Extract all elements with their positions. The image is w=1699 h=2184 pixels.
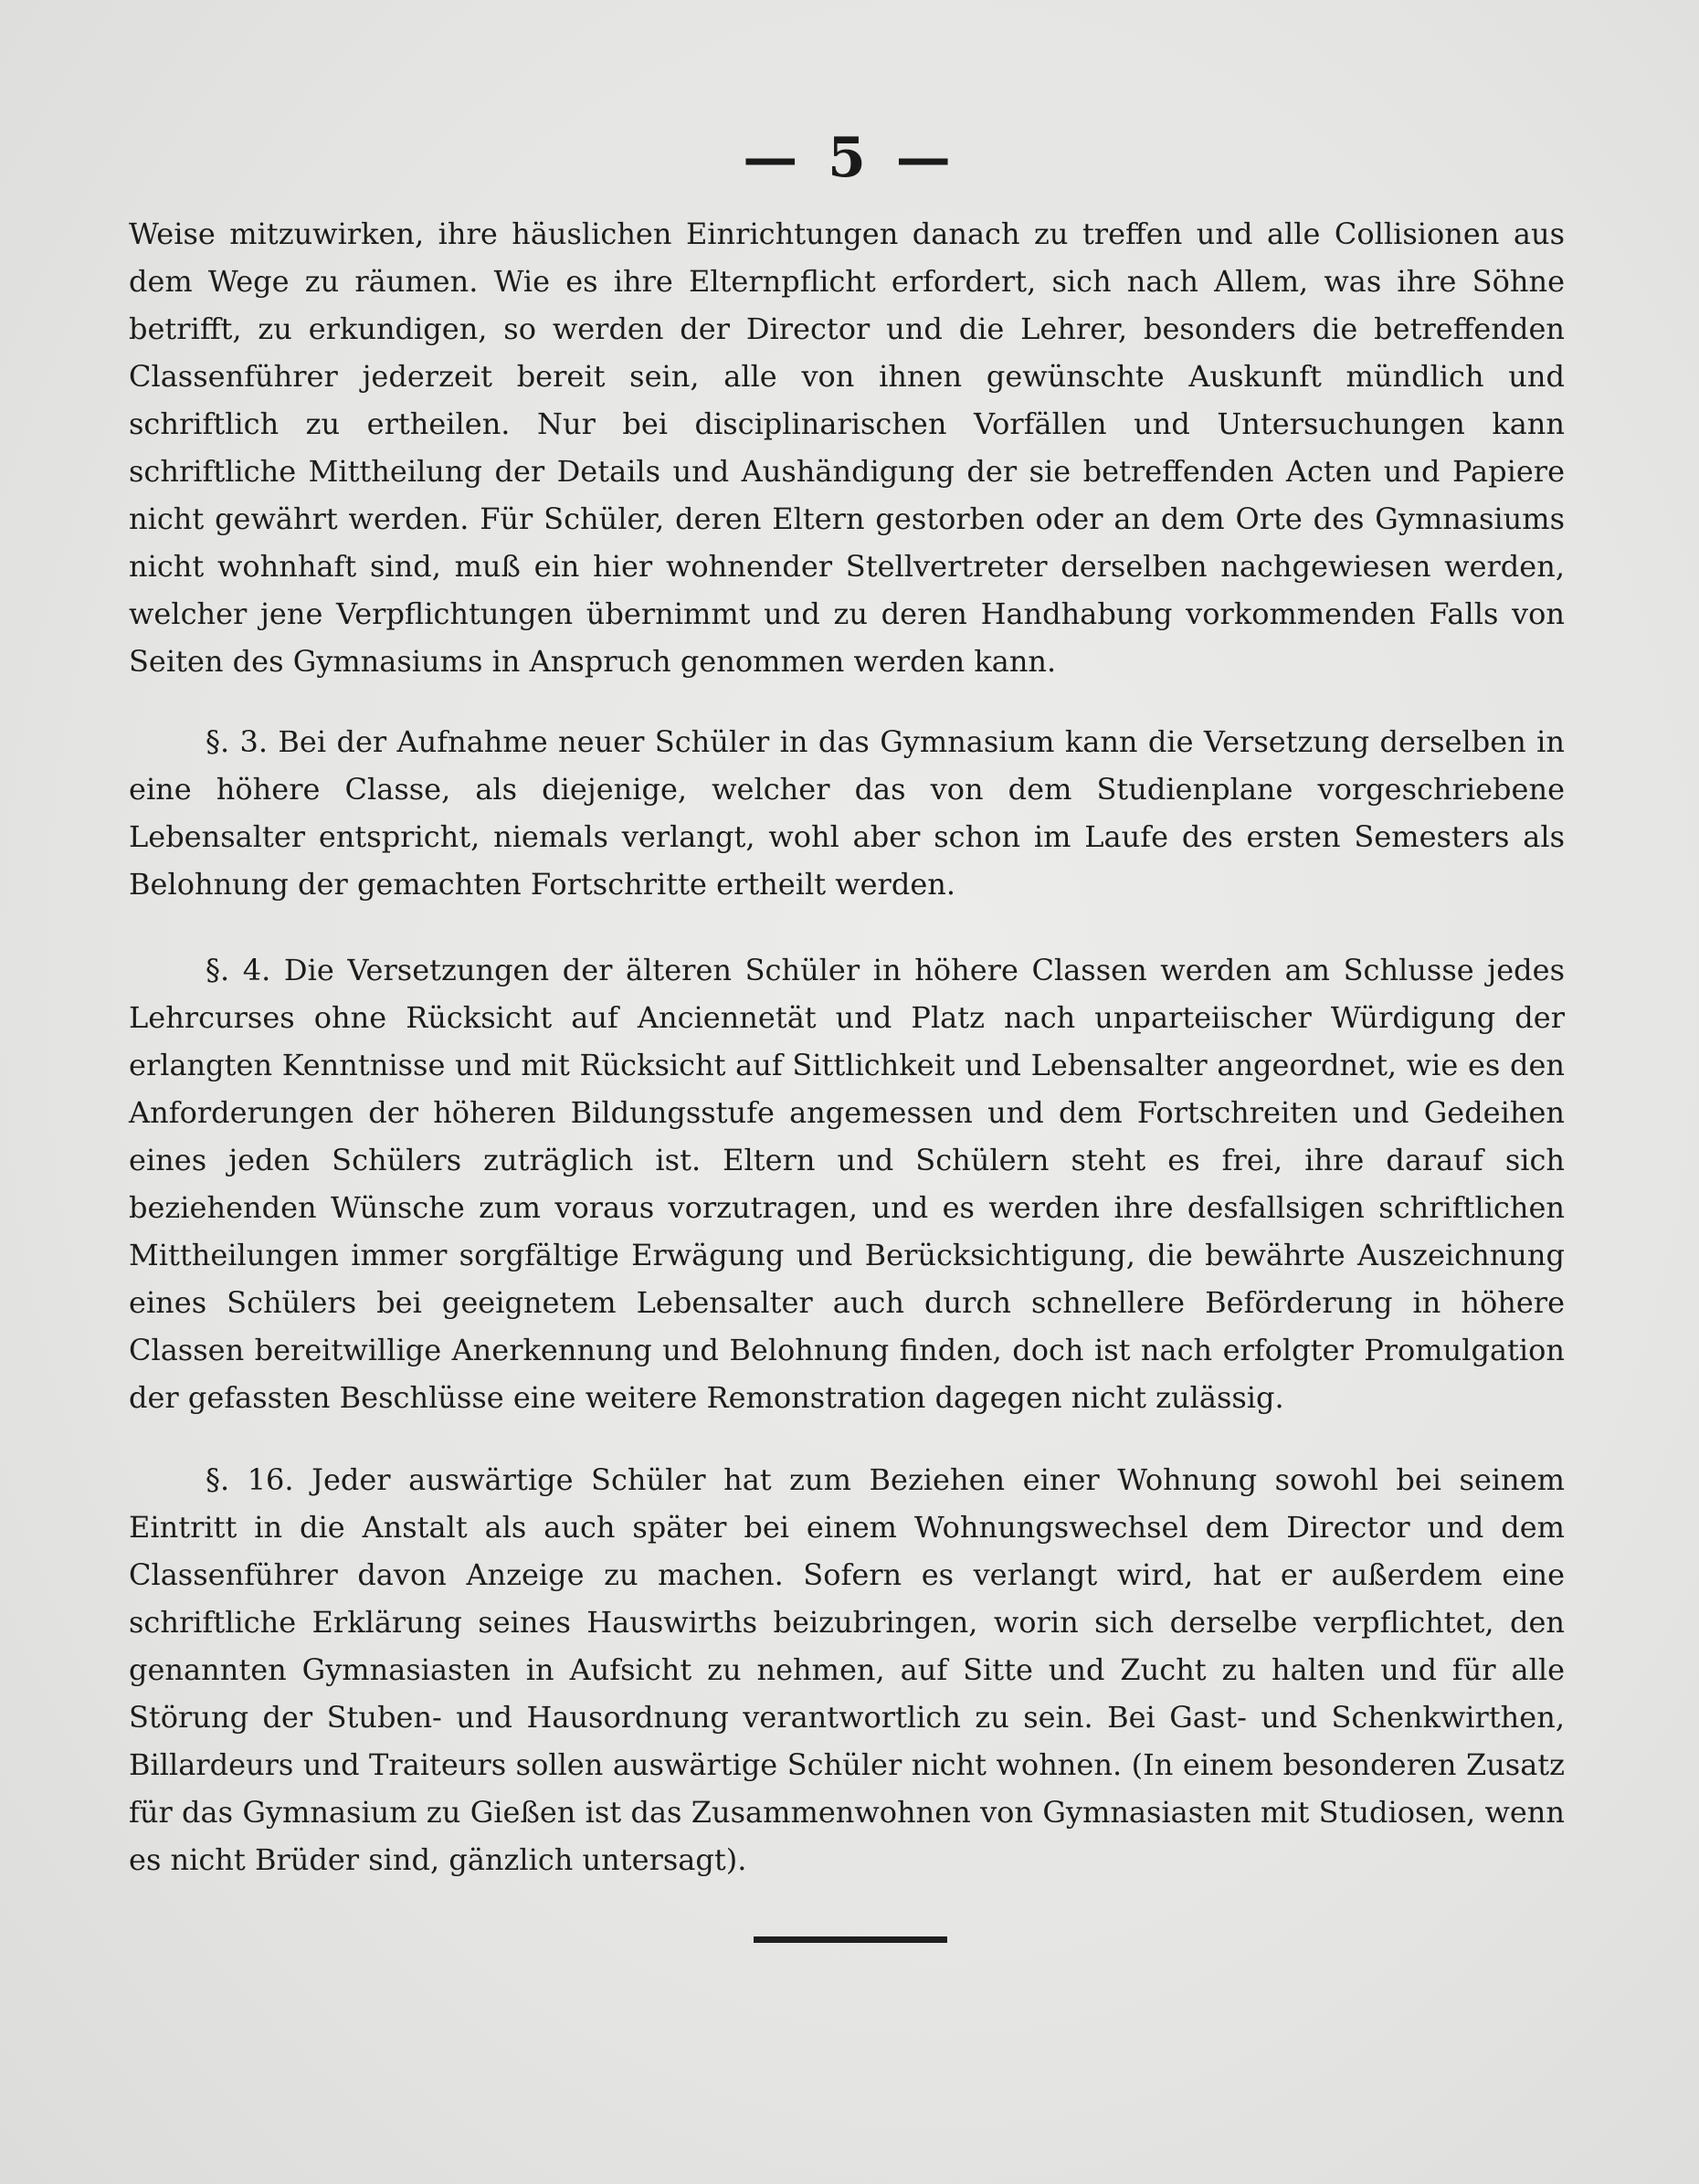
paragraph-section-4: §. 4. Die Versetzungen der älteren Schüler in höhere Classen werden am Schlusse jedes Lehrcurses ohne Rücksicht auf Anciennetät und Platz nach unparteiischer Würdigung der erlangten Kenntnisse und mit Rücksicht auf Sittlichkeit und Lebensalter angeordnet, wie es den Anforderungen der höheren Bildungsstufe angemessen und dem Fortschreiten und Gedeihen eines jeden Schülers zuträglich ist. Eltern und Schülern steht es frei, ihre darauf sich beziehenden Wünsche zum voraus vorzutragen, und es werden ihre desfallsigen schriftlichen Mittheilungen immer sorgfältige Erwägung und Berücksichtigung, die bewährte Auszeichnung eines Schülers bei geeignetem Lebensalter auch durch schnellere Beförderung in höhere Classen bereitwillige Anerkennung und Belohnung finden, doch ist nach erfolgter Promulgation der gefassten Beschlüsse eine weitere Remonstration dagegen nicht zulässig. — [129, 953, 1565, 1415]
paragraph-continuation: Weise mitzuwirken, ihre häuslichen Einrichtungen danach zu treffen und alle Collisionen aus dem Wege zu räumen. Wie es ihre Elternpflicht erfordert, sich nach Allem, was ihre Söhne betrifft, zu erkundigen, so werden der Director und die Lehrer, besonders die betreffenden Classenführer jederzeit bereit sein, alle von ihnen gewünschte Auskunft mündlich und schriftlich zu ertheilen. Nur bei disciplinarischen Vorfällen und Untersuchungen kann schriftliche Mittheilung der Details und Aushändigung der sie betreffenden Acten und Papiere nicht gewährt werden. Für Schüler, deren Eltern gestorben oder an dem Orte des Gymnasiums nicht wohnhaft sind, muß ein hier wohnender Stellvertreter derselben nachgewiesen werden, welcher jene Verpflichtungen übernimmt und zu deren Handhabung vorkommenden Falls von Seiten des Gymnasiums in Anspruch genommen werden kann. — [129, 216, 1565, 679]
paragraph-section-16: §. 16. Jeder auswärtige Schüler hat zum Beziehen einer Wohnung sowohl bei seinem Eintritt in die Anstalt als auch später bei einem Wohnungswechsel dem Director und dem Classenführer davon Anzeige zu machen. Sofern es verlangt wird, hat er außerdem eine schriftliche Erklärung seines Hauswirths beizubringen, worin sich derselbe verpflichtet, den genannten Gymnasiasten in Aufsicht zu nehmen, auf Sitte und Zucht zu halten und für alle Störung der Stuben- und Hausordnung verantwortlich zu sein. Bei Gast- und Schenkwirthen, Billardeurs und Traiteurs sollen auswärtige Schüler nicht wohnen. (In einem besonderen Zusatz für das Gymnasium zu Gießen ist das Zusammenwohnen von Gymnasiasten mit Studiosen, wenn es nicht Brüder sind, gänzlich untersagt). — [129, 1462, 1565, 1877]
paragraph-section-3: §. 3. Bei der Aufnahme neuer Schüler in das Gymnasium kann die Versetzung derselben in eine höhere Classe, als diejenige, welcher das von dem Studienplane vorgeschriebene Lebensalter entspricht, niemals verlangt, wohl aber schon im Laufe des ersten Semesters als Belohnung der gemachten Fortschritte ertheilt werden. — [129, 724, 1565, 902]
closing-rule — [754, 1936, 947, 1943]
page-number: — 5 — — [743, 126, 956, 190]
